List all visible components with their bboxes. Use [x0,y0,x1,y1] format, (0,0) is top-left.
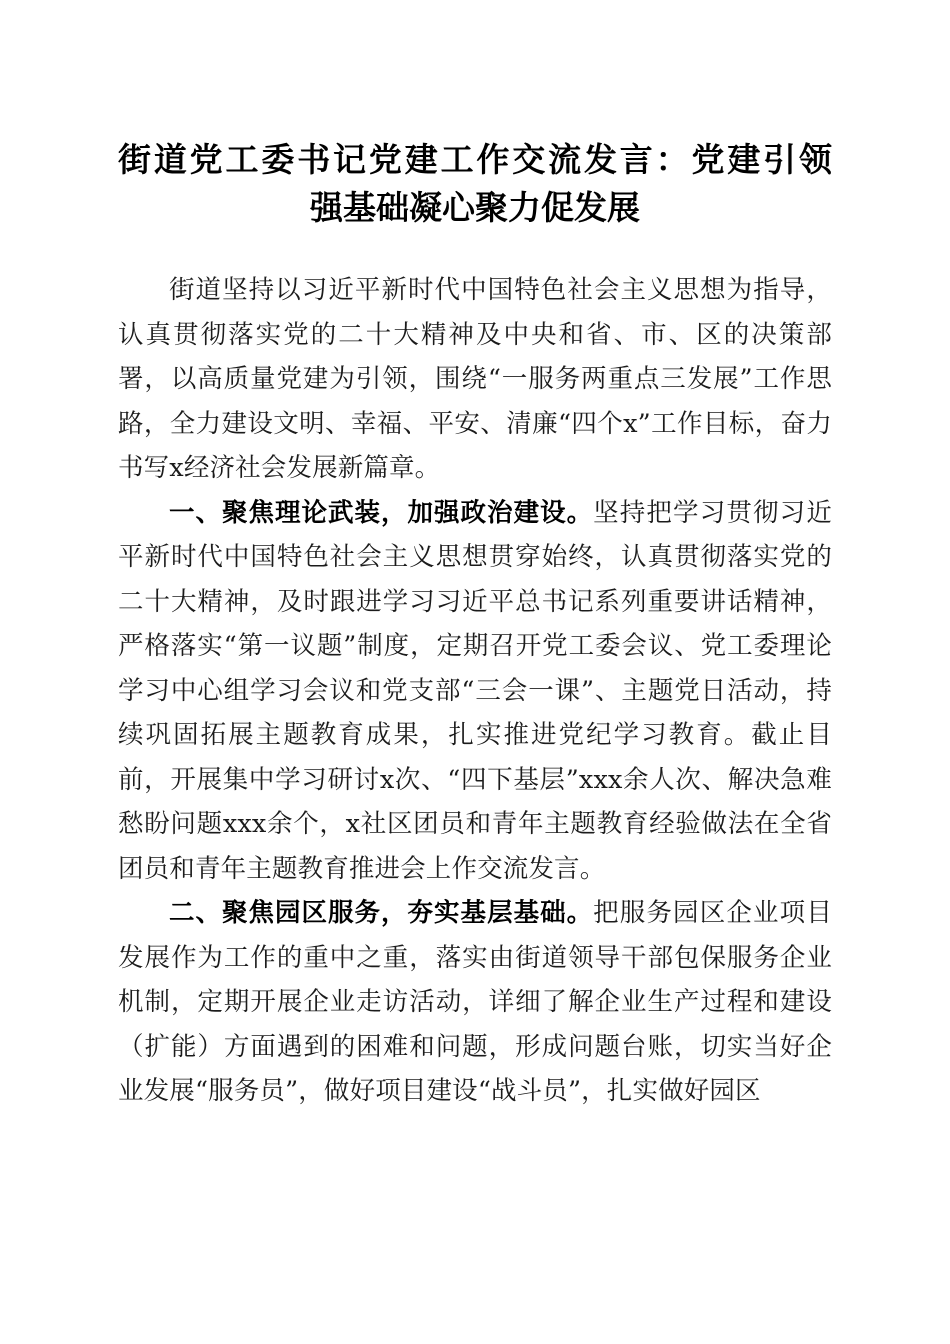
paragraph-text: 把服务园区企业项目发展作为工作的重中之重，落实由街道领导干部包保服务企业机制，定期开展企业走访活动，详细了解企业生产过程和建设（扩能）方面遇到的困难和问题，形成问题台账，切实当好企业发展“服务员”，做好项目建设“战斗员”，扎实做好园区 [118,898,832,1106]
page-title-line-1: 街道党工委书记党建工作交流发言：党建引领 [118,140,832,179]
document-content [118,0,832,1114]
page-title [118,0,832,232]
paragraph-text: 坚持把学习贯彻习近平新时代中国特色社会主义思想贯穿始终，认真贯彻落实党的二十大精神，及时跟进学习习近平总书记系列重要讲话精神，严格落实“第一议题”制度，定期召开党工委会议、党工委理论学习中心组学习会议和党支部“三会一课”、主题党日活动，持续巩固拓展主题教育成果，扎实推进党纪学习教育。截止目前，开展集中学习研讨x次、“四下基层”xxx余人次、解决急难愁盼问题xxx余个，x社区团员和青年主题教育经验做法在全省团员和青年主题教育推进会上作交流发言。 [118,497,832,884]
paragraph-section-1 [118,491,832,892]
page-title-line-2: 强基础凝心聚力促发展 [310,188,640,227]
paragraph-section-2 [118,891,832,1114]
paragraph-text: 街道坚持以习近平新时代中国特色社会主义思想为指导，认真贯彻落实党的二十大精神及中央和省、市、区的决策部署，以高质量党建为引领，围绕“一服务两重点三发展”工作思路，全力建设文明、幸福、平安、清廉“四个x”工作目标，奋力书写x经济社会发展新篇章。 [118,275,832,483]
paragraph-intro [118,268,832,491]
section-heading-2: 二、聚焦园区服务，夯实基层基础。 [169,898,594,928]
document-body [118,268,832,1114]
section-heading-1: 一、聚焦理论武装，加强政治建设。 [169,497,594,528]
